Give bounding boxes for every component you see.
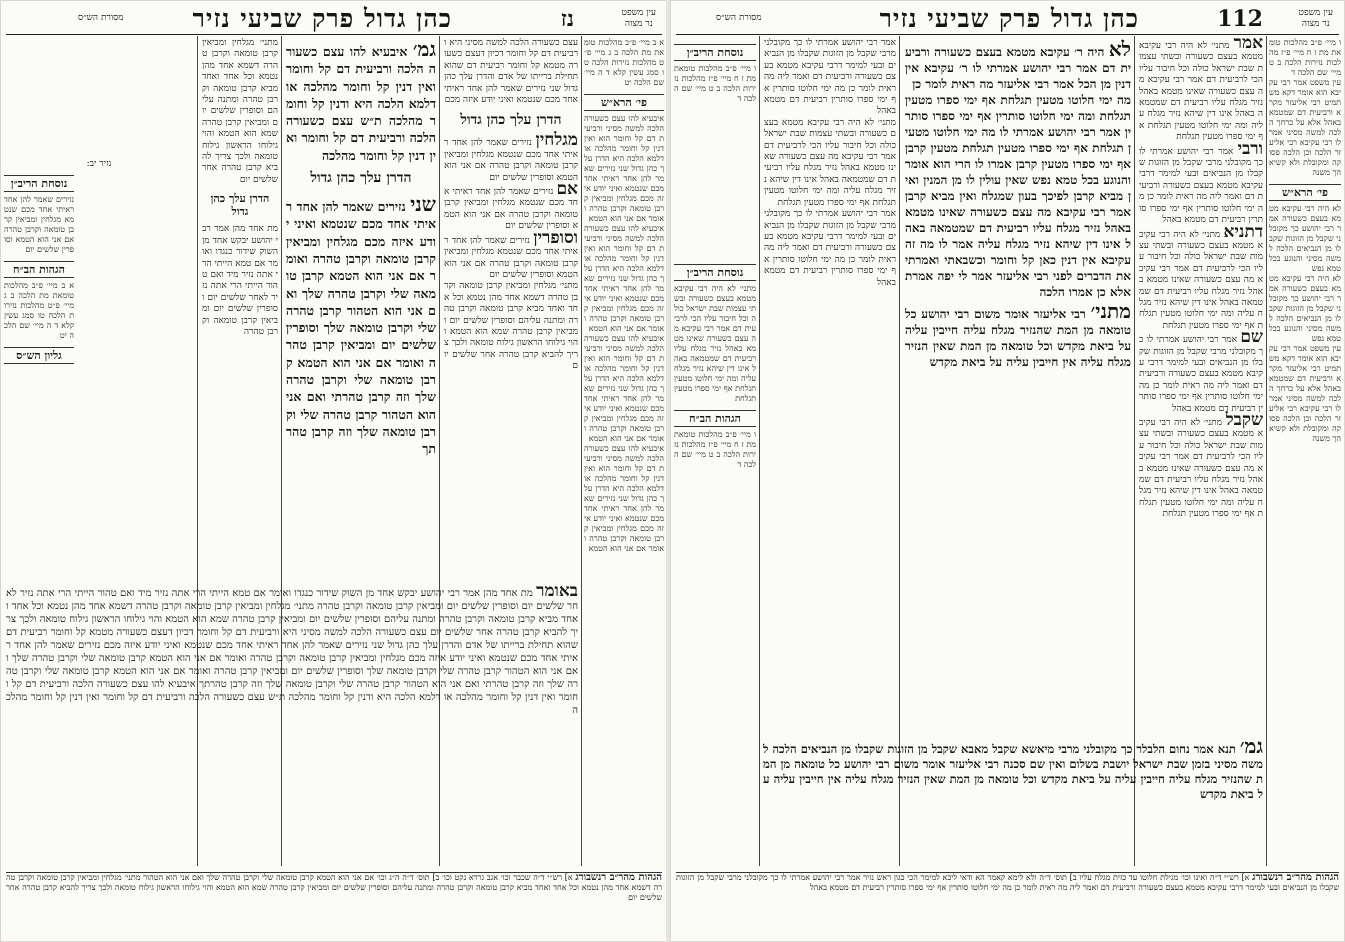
right-rosh-title: פי׳ הרא״ש: [1269, 184, 1341, 201]
chapter-end-rashi: הדרן עלך כהן גדול: [210, 192, 270, 219]
right-far-text: עין משפט אמר רבי עקיבא הוא אומר דקא משתמיט רבי אליעזר מקרא ורביעית דם שמטמא באהל אלא על כרחך הלכה למשה מסיני אמר לו רבי עקיבא רבי אליעזר הלכה וכן הלכה פסוקה ומקובלת ולא קשיא הך משנה: [1269, 78, 1341, 177]
side-word-1: אמר: [1233, 38, 1263, 53]
right-main-column: [905, 38, 1131, 728]
side-word-4: שם: [1240, 327, 1263, 348]
margin-word-2: אם: [556, 179, 578, 200]
side-word-2: ורבי: [1237, 138, 1263, 159]
nusach-box-text: נזירים שאמר להן אחד ראיתי אחד מכם שנטמא מגלחין ומביאין קרבן טומאה וקרבן טהרה אם אני הוא הטמא וסופרין שלשים יום: [4, 195, 74, 254]
right-rosh-text: לא היה רבי עקיבא מטמא בעצם כשעורה אמר רבי יהושע כך מקובלני שקבל מן הזוגות שקבלו מן הנביאים הלכה למשה מסיני והנוגע בכל טמא נפש: [1269, 204, 1341, 273]
tosafot-text-top: עצם כשעורה הלכה למשה מסיני היא ורביעית דם קל וחומר דכיון דעצם כשעורה מטמא קל וחומר רביעית דם שהוא תחילת ברייתו של אדם והדרן עלך כהן גדול שני נזירים שאמר להן אחד ראיתי אחד מכם שנטמא ואיני יודע איזה מכם: [444, 38, 578, 106]
rashi-text-1: מתני׳ לא היה רבי עקיבא מטמא בעצם כשעורה ובשתי עצמות שבת ישראל כולה וכל חיבור עליו הכי לרביעית דם אמר רבי עקיבא מה עצם כשעורה שאינו מטמא באהל נזיר מגלח עליו רביעית דם שמטמאה באהל אינו דין שיהא נזיר מגלח עליה ומה ימי חלוטו מטעין תגלחת אף ימי ספרו מטעין תגלחת: [1139, 41, 1263, 143]
mishnah-text: נזירים שאמר להן אחד ראיתי אחד מכם שנטמא ואיני יודע איזה מכם מגלחין ומביאין קרבן טומאה וקרבן טהרה ואומר אם אני הוא הטמא קרבן טומאה שלי וקרבן טהרה שלך ואם אני הוא הטהור קרבן טהרה שלי וקרבן טומאה שלך וסופרין שלשים יום ומביאין קרבן טהרה ואומר אם אני הוא הטמא קרבן טומאה שלי וקרבן טהרה שלך וזה קרבן טהרתי ואם אני הוא הטהור קרבן טהרה שלי וקרבן טומאה שלך וזה קרבן טהרתך: [286, 199, 436, 457]
right-nusach-text: ו מיי׳ פ״ב מהלכות טומאת מת ז ח מיי׳ פ״ז מהלכות נזירות הלכה ב ט מיי׳ שם הלכה ד: [674, 64, 756, 103]
margin-text-1: נזירים שאמר להן אחד ראיתי אחד מכם שנטמא מגלחין ומביאין קרבן טומאה וקרבן טהרה אם אני הוא הטמא וסופרין שלשים יום: [444, 138, 578, 183]
lower-mishnah-text: נזירים שאמר להן אחד ראיתי אחד מכם שנטמא ואיני יודע איזה מכם מגלחין ומביאין קרבן טומאה וקרבן טהרה ואומר אם אני הוא הטמא קרבן טומאה שלי וקרבן טהרה שלך ואם אני הוא הטהור קרבן טהרה שלי וקרבן טומאה שלך וסופרין שלשים יום ומביאין קרבן טהרה ואומר אם אני הוא הטמא קרבן טומאה שלי וקרבן טהרה שלך וזה קרבן טהרתי ואם אני הוא הטהור קרבן טהרה שלי וקרבן טומאה שלך וזה קרבן טהרתך: [6, 640, 578, 690]
right-ein-mishpat-label: עין משפט נר מצוה: [1298, 8, 1333, 29]
right-page-header: [676, 4, 1339, 35]
right-page: [670, 0, 1345, 942]
right-main-text: מה ימי חלוטו מטעין תגלחת אף ימי ספרו מטעין תגלחת ומה ימי חלוטו סותרין אף ימי ספרו סותרין אמר רבי יהושע אמרתי לו מה ימי חלוטו מטעין תגלחת אף ימי ספרו מטעין תגלחת מטעין קרבן אף ימי ספרו מטעין קרבן אמרו לו הרי הוא אומר והנוגע בכל טמא נפש שאין עולין לו מן המנין ואין מביא קרבן לפיכך בעון שמגלח ואין מביא קרבן אמר רבי עקיבא מה עצם כשעורה שאינו מטמא באהל נזיר מגלח עליו רביעית דם שמטמאה באהל אינו דין שיהא נזיר מגלח עליה אמר לו מה זה עקיבא אין דנין כאן קל וחומר וכשבאתי ואמרתי את הדברים לפני רבי אליעזר אמר לי יפה אמרת אלא כן אמרו הלכה: [905, 93, 1131, 299]
left-page-header: [6, 4, 662, 35]
rosh-text-continued-3: איבעיא להו עצם כשעורה הלכה למשה מסיני ורביעית דם קל וחומר הוא ואין דנין קל וחומר מהלכה או דלמא הלכה היא הדרן עלך כהן גדול שני נזירים שאמר להן אחד ראיתי אחד מכם שנטמא ואיני יודע איזה מכם מגלחין ומביאין קרבן טומאה וקרבן טהרה ואומר אם אני הוא הטמא: [584, 444, 664, 553]
left-lower-band: [6, 585, 578, 865]
right-ein-mishpat-text: ו מיי׳ פ״ב מהלכות טומאת מת ז ח מיי׳ פ״ז מהלכות נזירות הלכה ב ט מיי׳ שם הלכה ד: [1269, 38, 1341, 77]
right-rosh-text-2: לא היה רבי עקיבא מטמא בעצם כשעורה אמר רבי יהושע כך מקובלני שקבל מן הזוגות שקבלו מן הנביאים הלכה למשה מסיני והנוגע בכל טמא נפש: [1269, 274, 1341, 343]
right-mishnah-second-start: מתני׳: [1090, 299, 1131, 323]
right-page-number: 112: [1217, 6, 1263, 32]
hagahot-box-text: א ב מיי׳ פ״ב מהלכות טומאת מת הלכה ב ג מיי׳ פ״ט מהלכות נזירות הלכה טו סמג עשין קלא ד ה מיי׳ שם הלכה יט: [4, 281, 74, 340]
right-tosafot-text: אמר רבי יהושע אמרתי לו כך מקובלני מרבי שקבל מן הזוגות שקבלו מן הנביאים ובעי למימר דרבי עקיבא מטמא בעצם כשעורה ורביעית דם ואמר ליה מה ראית לומר כן מה ימי חלוטו סותרין אף ימי ספרו סותרין רביעית דם מטמא באהל: [764, 38, 896, 117]
right-rosh-text-3: עין משפט אמר רבי עקיבא הוא אומר דקא משתמיט רבי אליעזר מקרא ורביעית דם שמטמא באהל אלא על כרחך הלכה למשה מסיני אמר לו רבי עקיבא רבי אליעזר הלכה וכן הלכה פסוקה ומקובלת ולא קשיא הך משנה: [1269, 344, 1341, 443]
margin-word-1: מגלחין: [535, 130, 578, 151]
right-lower-band: [763, 735, 1263, 867]
lower-tosafot-text: עצם כשעורה הלכה למשה מסיני היא ורביעית דם קל וחומר דכיון דעצם כשעורה מטמא קל וחומר רביעית דם שהוא תחילת ברייתו של אדם והדרן עלך כהן גדול שני נזירים שאמר להן אחד ראיתי אחד מכם שנטמא ואיני יודע איזה מכם: [6, 627, 578, 651]
rashi-text-5: מתני׳ לא היה רבי עקיבא מטמא בעצם כשעורה ובשתי עצמות שבת ישראל כולה וכל חיבור עליו הכי לרביעית דם אמר רבי עקיבא מה עצם כשעורה שאינו מטמא באהל נזיר מגלח עליו רביעית דם שמטמאה באהל אינו דין שיהא נזיר מגלח עליה ומה ימי חלוטו מטעין תגלחת אף ימי ספרו מטעין תגלחת: [1139, 418, 1263, 520]
nusach-box-label: נוסחת הריב״ן: [4, 175, 74, 192]
rashi-text-2: אמר רבי יהושע אמרתי לו כך מקובלני מרבי שקבל מן הזוגות שקבלו מן הנביאים ובעי למימר דרבי עקיבא מטמא בעצם כשעורה ורביעית דם ואמר ליה מה ראית לומר כן מה ימי חלוטו סותרין אף ימי ספרו סותרין רביעית דם מטמא באהל: [1139, 146, 1263, 226]
side-word-3: דתניא: [1223, 221, 1263, 242]
mishnah-start-word: שני: [410, 192, 436, 217]
left-margin-column: [4, 38, 194, 578]
margin-word-3: וסופרין: [533, 227, 578, 248]
right-boxes-column: [674, 38, 756, 818]
right-gemara-start: גמ׳: [1239, 735, 1263, 758]
rosh-text-continued-2: איבעיא להו עצם כשעורה הלכה למשה מסיני ורביעית דם קל וחומר הוא ואין דנין קל וחומר מהלכה או דלמא הלכה היא הדרן עלך כהן גדול שני נזירים שאמר להן אחד ראיתי אחד מכם שנטמא ואיני יודע איזה מכם מגלחין ומביאין קרבן טומאה וקרבן טהרה ואומר אם אני הוא הטמא: [584, 334, 664, 443]
right-footer: [676, 872, 1339, 939]
right-mesoret-label: מסורת הש״ס: [716, 13, 762, 23]
right-gemara-text-2: רבי אליעזר אומר משום רבי יהושע כל טומאה מן המת שהנזיר מגלח עליה חייבין עליה על ביאת מקדש וכל טומאה מן המת שאין הנזיר מגלח עליה אין חייבין עליה על ביאת מקדש: [763, 757, 1263, 801]
right-page-title: כהן גדול פרק שביעי נזיר: [879, 4, 1139, 33]
right-nusach-box-label: נוסחת הריב״ן: [674, 44, 756, 61]
rashi-text: מתני׳ מגלחין ומביאין קרבן טומאה וקרבן טהרה דשמא אחד מהן נטמא וכל אחד ואחד מביא קרבן טומאה וקרבן טהרה ומתנה עליהם וסופרין שלשים יום ומביאין קרבן טהרה שמא הוא הטמא והוי גילוחו הראשון גילוח טומאה ולכך צריך להביא קרבן טהרה אחר שלשים יום: [202, 38, 278, 185]
margin-text-2: נזירים שאמר להן אחד ראיתי אחד מכם שנטמא מגלחין ומביאין קרבן טומאה וקרבן טהרה אם אני הוא הטמא וסופרין שלשים יום: [444, 187, 578, 232]
ein-mishpat-text: א ב מיי׳ פ״ב מהלכות טומאת מת הלכה ב ג מיי׳ פ״ט מהלכות נזירות הלכה טו סמג עשין קלא ד ה מיי׳ שם הלכה יט: [584, 38, 664, 87]
gilyon-box-label: גליון הש״ס: [4, 347, 74, 364]
left-rashi-column: [202, 38, 278, 578]
right-mishnah-second: רבי אליעזר אומר משום רבי יהושע כל טומאה מן המת שהנזיר מגלח עליה חייבין עליה על ביאת מקדש וכל טומאה מן המת שאין הנזיר מגלח עליה אין חייבין עליה על ביאת מקדש: [905, 307, 1131, 369]
lower-gemara-text: מת אחד מהן אמר רבי יהושע יבקש אחד מן השוק שידור כנגדו ואומר אם טמא הייתי הרי אתה נזיר מיד ואם טהור הייתי הרי אתה נזיר לאחר שלשים יום וסופרין שלשים יום ומביאין קרבן טומאה וקרבן טהרה: [6, 588, 578, 612]
right-tosafot-text-3: אמר רבי יהושע אמרתי לו כך מקובלני מרבי שקבל מן הזוגות שקבלו מן הנביאים ובעי למימר דרבי עקיבא מטמא בעצם כשעורה ורביעית דם ואמר ליה מה ראית לומר כן מה ימי חלוטו סותרין אף ימי ספרו סותרין רביעית דם מטמא באהל: [764, 209, 896, 288]
center-label-1: נזיר: [99, 159, 112, 169]
gemara-start-word: גמ׳: [412, 38, 436, 61]
left-page: [0, 0, 668, 942]
baomer-start-word: באומר: [536, 585, 578, 601]
mesoret-label: מסורת הש״ס: [78, 13, 124, 23]
left-gemara-column: [286, 38, 436, 578]
right-hagahot-text: ו מיי׳ פ״ב מהלכות טומאת מת ז ח מיי׳ פ״ז מהלכות נזירות הלכה ב ט מיי׳ שם הלכה ד: [674, 430, 756, 469]
chapter-end-side: הדרן עלך כהן גדול: [460, 112, 562, 129]
margin-text-4: מתני׳ מגלחין ומביאין קרבן טומאה וקרבן טהרה דשמא אחד מהן נטמא וכל אחד ואחד מביא קרבן טומאה וקרבן טהרה ומתנה עליהם וסופרין שלשים יום ומביאין קרבן טהרה שמא הוא הטמא והוי גילוחו הראשון גילוח טומאה ולכך צריך להביא קרבן טהרה אחר שלשים יום: [444, 281, 578, 372]
left-footer: [6, 872, 662, 939]
center-label-2: יב:: [86, 159, 97, 169]
footer-text: א] רש״י ד״ה שכבר וכו׳ אגב גררא נקט וכו׳ ב] תוס׳ ד״ה ה״ג וכו׳ אם אני הוא הטמא קרבן טומאה שלי וקרבן טהרה שלך ואם אני הוא הטהור: [143, 873, 573, 882]
lower-rashi-text: מתני׳ מגלחין ומביאין קרבן טומאה וקרבן טהרה דשמא אחד מהן נטמא וכל אחד ואחד מביא קרבן טומאה וקרבן טהרה ומתנה עליהם וסופרין שלשים יום ומביאין קרבן טהרה שמא הוא הטמא והוי גילוחו הראשון גילוח טומאה ולכך צריך להביא קרבן טהרה אחר שלשים יום: [6, 601, 578, 638]
right-footer-text-2: אמר רבי יהושע אמרתי לו כך מקובלני מרבי שקבל מן הזוגות שקבלו מן הנביאים ובעי למימר דרבי עקיבא מטמא בעצם כשעורה ורביעית דם ואמר ליה מה ראית לומר כן מה ימי חלוטו סותרין אף ימי ספרו סותרין רביעית דם מטמא באהל: [676, 873, 1339, 892]
lower-gemara-text-2: איבעיא להו עצם כשעורה הלכה ורביעית דם קל וחומר ואין דנין קל וחומר מהלכה או דלמא הלכה היא ודנין קל וחומר מהלכה ת״ש עצם כשעורה הלכה ורביעית דם קל וחומר ואין דנין קל וחומר מהלכה: [6, 679, 578, 716]
gemara-text: איבעיא להו עצם כשעורה הלכה ורביעית דם קל וחומר ואין דנין קל וחומר מהלכה או דלמא הלכה היא ודנין קל וחומר מהלכה ת״ש עצם כשעורה הלכה ורביעית דם קל וחומר ואין דנין קל וחומר מהלכה: [286, 44, 436, 163]
page-number: נז: [560, 6, 574, 32]
footer-text-2: מתני׳ מגלחין ומביאין קרבן טומאה וקרבן טהרה דשמא אחד מהן נטמא וכל אחד ואחד מביא קרבן טומאה וקרבן טהרה ומתנה עליהם וסופרין שלשים יום ומביאין קרבן טהרה שמא הוא הטמא והוי גילוחו הראשון גילוח טומאה ולכך צריך להביא קרבן טהרה אחר שלשים יום: [6, 873, 662, 902]
right-nusach-text-2: מתני׳ לא היה רבי עקיבא מטמא בעצם כשעורה ובשתי עצמות שבת ישראל כולה וכל חיבור עליו הכי לרביעית דם אמר רבי עקיבא מה עצם כשעורה שאינו מטמא באהל נזיר מגלח עליו רביעית דם שמטמאה באהל אינו דין שיהא נזיר מגלח עליה ומה ימי חלוטו מטעין תגלחת אף ימי ספרו מטעין תגלחת: [674, 284, 756, 403]
side-word-5: שקבל: [1225, 410, 1263, 430]
right-footer-label: הגהות מהר״ב רנשבורג: [1252, 872, 1339, 883]
page-title: כהן גדול פרק שביעי נזיר: [192, 4, 452, 33]
right-mishnah-start: לא: [1108, 38, 1131, 61]
right-nusach-box-label-2: נוסחת הריב״ן: [674, 264, 756, 281]
footer-label: הגהות מהר״ב רנשבורג: [575, 872, 662, 883]
ein-mishpat-label: עין משפט נר מצוה: [621, 8, 656, 29]
rashi-text-3: מתני׳ לא היה רבי עקיבא מטמא בעצם כשעורה ובשתי עצמות שבת ישראל כולה וכל חיבור עליו הכי לרביעית דם אמר רבי עקיבא מה עצם כשעורה שאינו מטמא באהל נזיר מגלח עליו רביעית דם שמטמאה באהל אינו דין שיהא נזיר מגלח עליה ומה ימי חלוטו מטעין תגלחת אף ימי ספרו מטעין תגלחת: [1139, 229, 1263, 331]
left-ein-mishpat-column: [584, 38, 664, 868]
rosh-text-continued: איבעיא להו עצם כשעורה הלכה למשה מסיני ורביעית דם קל וחומר הוא ואין דנין קל וחומר מהלכה או דלמא הלכה היא הדרן עלך כהן גדול שני נזירים שאמר להן אחד ראיתי אחד מכם שנטמא ואיני יודע איזה מכם מגלחין ומביאין קרבן טומאה וקרבן טהרה ואומר אם אני הוא הטמא: [584, 224, 664, 333]
right-tosafot-text-2: מתני׳ לא היה רבי עקיבא מטמא בעצם כשעורה ובשתי עצמות שבת ישראל כולה וכל חיבור עליו הכי לרביעית דם אמר רבי עקיבא מה עצם כשעורה שאינו מטמא באהל נזיר מגלח עליו רביעית דם שמטמאה באהל אינו דין שיהא נזיר מגלח עליה ומה ימי חלוטו מטעין תגלחת אף ימי ספרו מטעין תגלחת: [764, 117, 896, 208]
chapter-end-title: הדרן עלך כהן גדול: [310, 170, 412, 187]
left-tosafot-column: [444, 38, 578, 578]
right-footer-text: א] רש״י ד״ה ואינו וכו׳ מגילת חלוטו עד כזית מגלח עליו ב] תוס׳ ד״ה ולא לימא קאמר הא ודאי ליכא למימר הכי כגון ראש נזיר: [863, 873, 1250, 882]
rashi-text-4: אמר רבי יהושע אמרתי לו כך מקובלני מרבי שקבל מן הזוגות שקבלו מן הנביאים ובעי למימר דרבי עקיבא מטמא בעצם כשעורה ורביעית דם ואמר ליה מה ראית לומר כן מה ימי חלוטו סותרין אף ימי ספרו סותרין רביעית דם מטמא באהל: [1139, 335, 1263, 414]
rosh-title: פי׳ הרא״ש: [584, 94, 664, 111]
right-gemara-text: תנא אמר נחום הלבלר כך מקובלני מרבי מיאשא שקבל מאבא שקבל מן הזוגות שקבלו מן הנביאים הלכה למשה מסיני בזמן שבת ישראל יושבת בשלום ואין שם סכנה: [763, 742, 1263, 771]
rosh-text: איבעיא להו עצם כשעורה הלכה למשה מסיני ורביעית דם קל וחומר הוא ואין דנין קל וחומר מהלכה או דלמא הלכה היא הדרן עלך כהן גדול שני נזירים שאמר להן אחד ראיתי אחד מכם שנטמא ואיני יודע איזה מכם מגלחין ומביאין קרבן טומאה וקרבן טהרה ואומר אם אני הוא הטמא: [584, 114, 664, 223]
hagahot-box-label: הגהות הב״ח: [4, 261, 74, 278]
rashi-text-2: מת אחד מהן אמר רבי יהושע יבקש אחד מן השוק שידור כנגדו ואומר אם טמא הייתי הרי אתה נזיר מיד ואם טהור הייתי הרי אתה נזיר לאחר שלשים יום וסופרין שלשים יום ומביאין קרבן טומאה וקרבן טהרה: [202, 224, 278, 337]
right-hagahot-box-label: הגהות הב״ח: [674, 410, 756, 427]
right-mishnah-text: היה ר׳ עקיבא מטמא בעצם כשעורה ורביעית דם אמר רבי יהושע אמרתי לו ר׳ עקיבא אין דנין מן הכל אמר רבי אליעזר מה ראית לומר כן: [905, 45, 1131, 91]
margin-text-3: נזירים שאמר להן אחד ראיתי אחד מכם שנטמא מגלחין ומביאין קרבן טומאה וקרבן טהרה אם אני הוא הטמא וסופרין שלשים יום: [444, 235, 578, 280]
right-tosafot-column: [764, 38, 896, 578]
right-ein-mishpat-column: [1269, 38, 1341, 868]
